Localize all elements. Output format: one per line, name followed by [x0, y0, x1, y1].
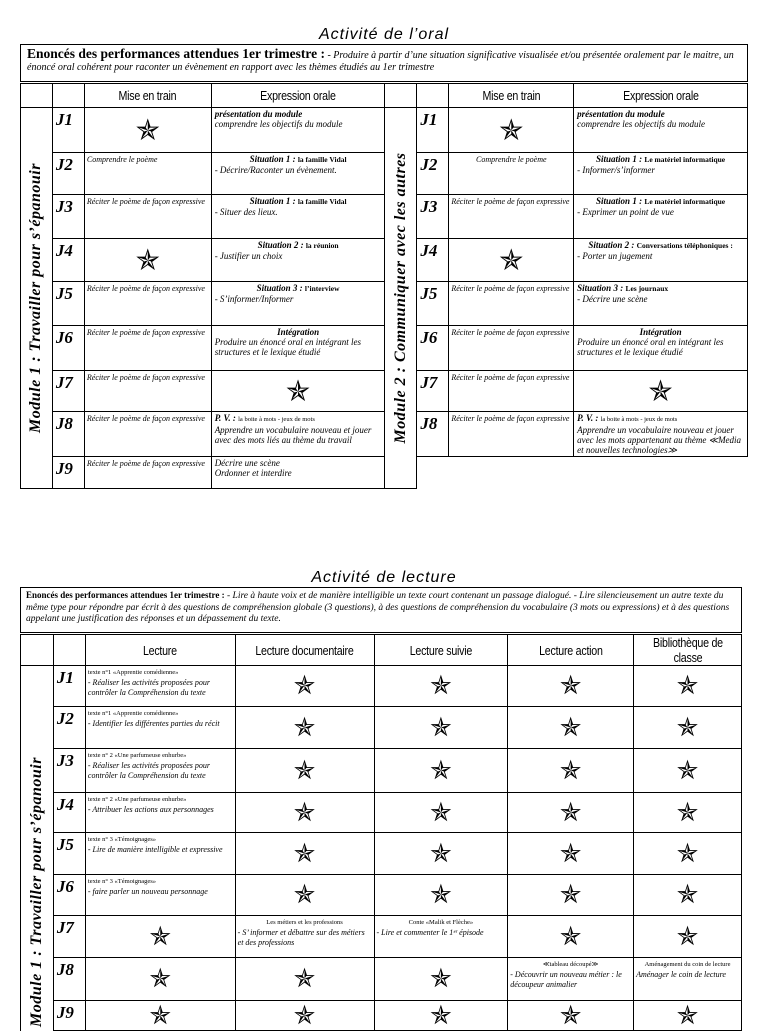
star-icon: ✯ — [429, 712, 452, 743]
oral-right-mise-cell — [449, 195, 574, 239]
lecture-biblio-cell — [634, 958, 742, 1001]
oral-hd-expr-left: Expression orale — [227, 84, 370, 108]
oral-hd-mise-left: Mise en train — [96, 84, 200, 108]
oral-right-expr-text: Produire un énoncé oral en intégrant les structures et le lexique étudié — [577, 337, 724, 357]
oral-right-day: J2 — [417, 153, 449, 195]
oral-module2-label: Module 2 : Communiquer avec les autres — [391, 152, 409, 444]
oral-right-mise-cell — [449, 371, 574, 412]
oral-right-expr-text: comprendre les objectifs du module — [577, 119, 705, 129]
star-icon: ✯ — [293, 1000, 316, 1031]
oral-left-expr-subtitle: la boite à mots - jeux de mots — [238, 416, 315, 423]
oral-left-expr-title: P. V. : — [214, 413, 236, 423]
oral-left-expr-title: Situation 2 : — [257, 240, 304, 250]
lecture-action-cell — [508, 916, 634, 958]
lecture-doc-cell — [235, 1001, 374, 1031]
oral-left-day: J7 — [52, 371, 84, 412]
oral-right-mise-text: Réciter le poème de façon expressive — [451, 414, 570, 423]
lecture-doc-heading: Les métiers et les professions — [266, 919, 343, 926]
lecture-day: J6 — [53, 875, 85, 916]
oral-right-expr-title: P. V. : — [577, 413, 599, 423]
lecture-perf-text: - Lire à haute voix et de manière intelligible un texte court contenant un passage dialogué. - Lire silencieusement un autre texte du même type pour répondre par écrit à des questions de compréhension globale (3 questions), à des questions de compréhension du vocabulaire (3 mots ou expressions) et à des questions appelant une justification des réponses et un dépassement du texte. — [26, 591, 730, 624]
lecture-row — [21, 958, 742, 1001]
lecture-perf-label: Enoncés des performances attendues 1er trimestre : — [26, 590, 225, 600]
oral-left-expr-cell — [211, 457, 385, 489]
oral-right-expr-title: Situation 2 : — [588, 240, 635, 250]
lecture-biblio-cell — [634, 707, 742, 749]
oral-left-mise-cell — [84, 195, 211, 239]
lecture-action-cell — [508, 666, 634, 707]
oral-left-mise-text: Réciter le poème de façon expressive — [86, 459, 205, 468]
oral-table — [20, 83, 748, 489]
oral-left-expr-cell — [211, 412, 385, 457]
lecture-day: J1 — [53, 666, 85, 707]
oral-hd-expr-right: Expression orale — [589, 84, 732, 108]
lecture-biblio-text: Aménager le coin de lecture — [636, 970, 726, 979]
oral-right-day: J7 — [417, 371, 449, 412]
lecture-suivie-cell — [374, 875, 508, 916]
oral-left-mise-cell — [84, 108, 211, 153]
oral-left-mise-cell — [84, 239, 211, 282]
oral-right-day: J1 — [417, 108, 449, 153]
star-icon: ✯ — [429, 797, 452, 828]
oral-left-expr-cell — [211, 153, 385, 195]
lecture-action-cell — [508, 833, 634, 875]
oral-right-expr-text: - Porter un jugement — [577, 251, 653, 261]
lect-hd-lecture: Lecture — [99, 635, 222, 666]
oral-left-expr-subtitle: la famille Vidal — [297, 197, 347, 206]
oral-hd-blank-l1 — [21, 84, 53, 108]
oral-hd-blank-r1 — [385, 84, 417, 108]
lecture-suivie-cell — [374, 1001, 508, 1031]
oral-left-expr-subtitle: la réunion — [305, 241, 339, 250]
oral-right-expr-cell — [574, 412, 748, 457]
oral-left-expr-subtitle: l’interview — [304, 284, 340, 293]
oral-right-expr-subtitle: la boite à mots - jeux de mots — [600, 416, 678, 423]
lecture-doc-cell — [235, 833, 374, 875]
oral-right-expr-cell — [574, 371, 748, 412]
star-icon: ✯ — [559, 880, 582, 910]
oral-right-expr-text: - Exprimer un point de vue — [577, 207, 674, 217]
star-icon: ✯ — [559, 921, 582, 952]
oral-right-expr-cell — [574, 153, 748, 195]
star-icon: ✯ — [676, 838, 699, 869]
star-icon: ✯ — [499, 242, 524, 277]
oral-left-mise-cell — [84, 412, 211, 457]
oral-left-expr-cell — [211, 282, 385, 326]
lecture-suivie-cell — [374, 958, 508, 1001]
lecture-day: J3 — [53, 749, 85, 793]
oral-right-expr-subtitle: Le matériel informatique — [644, 197, 726, 206]
star-icon: ✯ — [676, 921, 699, 952]
lecture-suivie-cell — [374, 749, 508, 793]
oral-left-mise-cell — [84, 326, 211, 371]
lecture-suivie-cell — [374, 793, 508, 833]
lecture-day: J7 — [53, 916, 85, 958]
lecture-doc-cell — [235, 749, 374, 793]
lecture-action-text: - Découvrir un nouveau métier : le découpeur animalier — [510, 970, 622, 989]
oral-left-mise-cell — [84, 282, 211, 326]
lecture-lecture-cell — [85, 833, 235, 875]
oral-left-day: J6 — [52, 326, 84, 371]
star-icon: ✯ — [135, 112, 160, 147]
oral-left-mise-text: Réciter le poème de façon expressive — [86, 284, 205, 293]
star-icon: ✯ — [293, 671, 316, 701]
oral-right-expr-subtitle: Le matériel informatique — [644, 155, 726, 164]
lecture-lecture-text: - Identifier les différentes parties du récit — [87, 719, 220, 728]
star-icon: ✯ — [676, 671, 699, 701]
oral-left-expr-text: - S’informer/Informer — [214, 294, 294, 304]
oral-right-expr-title: Situation 1 : — [596, 154, 643, 164]
oral-hd-mise-right: Mise en train — [460, 84, 562, 108]
lecture-table — [20, 634, 742, 1031]
oral-left-day: J5 — [52, 282, 84, 326]
oral-perf-text: - Produire à partir d’une situation significative visualisée et/ou présentée oralement par le maitre, un énoncé oral cohérent pour raconter un évènement en rapport avec les thèmes étudiés au 1er trimestre — [27, 50, 734, 73]
star-icon: ✯ — [429, 1000, 452, 1031]
lecture-biblio-cell — [634, 666, 742, 707]
star-icon: ✯ — [559, 838, 582, 869]
oral-left-expr-cell — [211, 326, 385, 371]
oral-left-expr-title: présentation du module — [214, 109, 303, 119]
star-icon: ✯ — [499, 112, 524, 147]
oral-right-day: J3 — [417, 195, 449, 239]
lecture-row — [21, 749, 742, 793]
star-icon: ✯ — [429, 838, 452, 869]
oral-left-expr-cell — [211, 371, 385, 412]
oral-perf-label: Enoncés des performances attendues 1er trimestre : — [27, 46, 325, 61]
lecture-lecture-heading: texte n° 2 «Une parfumeuse enhurbe» — [87, 752, 187, 759]
star-icon: ✯ — [429, 671, 452, 701]
oral-left-expr-text: Produire un énoncé oral en intégrant les structures et le lexique étudié — [214, 337, 361, 357]
lecture-action-cell — [508, 749, 634, 793]
lecture-lecture-cell — [85, 749, 235, 793]
oral-performance-box — [20, 44, 748, 82]
oral-left-mise-text: Réciter le poème de façon expressive — [86, 197, 205, 206]
lecture-biblio-cell — [634, 833, 742, 875]
oral-right-mise-text: Réciter le poème de façon expressive — [451, 328, 570, 337]
star-icon: ✯ — [149, 921, 172, 952]
oral-left-expr-cell — [211, 239, 385, 282]
lecture-lecture-cell — [85, 707, 235, 749]
oral-left-day: J8 — [52, 412, 84, 457]
lecture-suivie-cell — [374, 666, 508, 707]
lecture-biblio-cell — [634, 875, 742, 916]
oral-left-day: J1 — [52, 108, 84, 153]
oral-right-mise-cell — [449, 282, 574, 326]
oral-right-expr-text: - Informer/s’informer — [577, 165, 655, 175]
star-icon: ✯ — [293, 880, 316, 910]
lecture-doc-text: - S’ informer et débattre sur des métiers et des professions — [237, 928, 365, 947]
oral-left-day: J4 — [52, 239, 84, 282]
oral-right-mise-cell — [449, 239, 574, 282]
lecture-biblio-cell — [634, 793, 742, 833]
oral-right-expr-cell — [574, 108, 748, 153]
lecture-row — [21, 833, 742, 875]
lecture-action-cell — [508, 707, 634, 749]
lecture-module1-cell — [21, 666, 54, 1031]
oral-module2-cell — [385, 108, 417, 489]
lecture-action-cell — [508, 1001, 634, 1031]
lecture-doc-cell — [235, 793, 374, 833]
lecture-lecture-text: - Réaliser les activités proposées pour contrôler la Compréhension du texte — [87, 761, 211, 780]
oral-left-expr-title: Situation 1 : — [249, 196, 296, 206]
lecture-doc-cell — [235, 707, 374, 749]
oral-right-expr-title: Intégration — [639, 327, 682, 337]
star-icon: ✯ — [676, 1000, 699, 1031]
lecture-row — [21, 916, 742, 958]
lecture-suivie-text: - Lire et commenter le 1ᵉʳ épisode — [376, 928, 484, 937]
oral-right-expr-cell — [574, 195, 748, 239]
lecture-lecture-heading: texte n°1 «Apprentie comédienne» — [87, 710, 179, 717]
oral-right-expr-text: - Décrire une scène — [577, 294, 648, 304]
lecture-lecture-text: - Réaliser les activités proposées pour contrôler la Compréhension du texte — [87, 678, 211, 697]
lecture-day: J4 — [53, 793, 85, 833]
lect-hd-blank-1 — [21, 635, 54, 666]
lecture-performance-box — [20, 587, 742, 633]
oral-title: Activité de l’oral — [318, 26, 450, 43]
oral-left-mise-text: Comprendre le poème — [86, 155, 158, 164]
star-icon: ✯ — [559, 797, 582, 828]
star-icon: ✯ — [293, 755, 316, 786]
oral-right-expr-text: Apprendre un vocabulaire nouveau et jouer avec les mots appartenant au thème ≪Media et nouvelles technologies≫ — [577, 425, 742, 455]
lecture-biblio-heading: Aménagement du coin de lecture — [644, 961, 731, 968]
oral-left-day: J2 — [52, 153, 84, 195]
oral-left-expr-text: - Décrire/Raconter un évènement. — [214, 165, 337, 175]
oral-right-expr-subtitle: Les journaux — [625, 284, 669, 293]
lecture-module1-label: Module 1 : Travailler pour s’épanouir — [27, 757, 45, 1027]
lecture-doc-cell — [235, 875, 374, 916]
lecture-day: J8 — [53, 958, 85, 1001]
lecture-row — [21, 1001, 742, 1031]
lecture-lecture-text: - Lire de manière intelligible et expressive — [87, 845, 223, 854]
lecture-doc-cell — [235, 916, 374, 958]
oral-left-expr-text: comprendre les objectifs du module — [214, 119, 343, 129]
oral-left-expr-text: - Situer des lieux. — [214, 207, 278, 217]
oral-right-expr-subtitle: Conversations téléphoniques : — [636, 241, 733, 250]
star-icon: ✯ — [676, 712, 699, 743]
oral-left-expr-title: Situation 3 : — [256, 283, 303, 293]
oral-right-mise-cell — [449, 108, 574, 153]
lecture-lecture-text: - Attribuer les actions aux personnages — [87, 805, 214, 814]
lecture-day: J5 — [53, 833, 85, 875]
lecture-action-cell — [508, 793, 634, 833]
oral-left-expr-title: Situation 1 : — [249, 154, 296, 164]
lecture-day: J2 — [53, 707, 85, 749]
lecture-lecture-cell — [85, 958, 235, 1001]
lecture-day: J9 — [53, 1001, 85, 1031]
lecture-row — [21, 793, 742, 833]
lecture-lecture-heading: texte n° 3 «Témoignages» — [87, 878, 157, 885]
lect-hd-action: Lecture action — [519, 635, 622, 666]
star-icon: ✯ — [676, 880, 699, 910]
lecture-suivie-cell — [374, 916, 508, 958]
star-icon: ✯ — [293, 797, 316, 828]
lecture-biblio-cell — [634, 916, 742, 958]
oral-right-day: J8 — [417, 412, 449, 457]
oral-right-empty — [417, 457, 748, 489]
oral-right-expr-cell — [574, 239, 748, 282]
oral-left-expr-subtitle: la famille Vidal — [297, 155, 347, 164]
lecture-action-heading: ≪tableau découpé≫ — [542, 961, 599, 968]
oral-right-mise-text: Réciter le poème de façon expressive — [451, 373, 570, 382]
oral-module1-cell — [21, 108, 53, 489]
lecture-action-cell — [508, 958, 634, 1001]
lecture-lecture-cell — [85, 793, 235, 833]
lecture-suivie-cell — [374, 833, 508, 875]
lect-hd-documentaire: Lecture documentaire — [248, 635, 362, 666]
star-icon: ✯ — [429, 880, 452, 910]
oral-row — [21, 108, 748, 153]
star-icon: ✯ — [285, 373, 311, 408]
star-icon: ✯ — [676, 797, 699, 828]
lecture-biblio-cell — [634, 1001, 742, 1031]
star-icon: ✯ — [559, 671, 582, 701]
star-icon: ✯ — [559, 755, 582, 786]
oral-hd-blank-r2 — [417, 84, 449, 108]
oral-module1-label: Module 1 : Travailler pour s’épanouir — [27, 163, 45, 433]
lect-hd-biblio: Bibliothèque de classe — [643, 635, 732, 666]
lecture-lecture-heading: texte n° 2 «Une parfumeuse enhurbe» — [87, 796, 187, 803]
star-icon: ✯ — [429, 964, 452, 994]
oral-left-expr-text: - Justifier un choix — [214, 251, 283, 261]
star-icon: ✯ — [149, 964, 172, 994]
star-icon: ✯ — [135, 242, 160, 277]
oral-right-expr-title: Situation 1 : — [596, 196, 643, 206]
lecture-lecture-heading: texte n°1 «Apprentie comédienne» — [87, 669, 179, 676]
oral-right-expr-cell — [574, 326, 748, 371]
oral-left-expr-text: Décrire une scène Ordonner et interdire — [214, 458, 292, 478]
oral-right-mise-cell — [449, 153, 574, 195]
oral-left-mise-text: Réciter le poème de façon expressive — [86, 328, 205, 337]
oral-right-day: J4 — [417, 239, 449, 282]
lecture-row — [21, 666, 742, 707]
oral-right-mise-text: Réciter le poème de façon expressive — [451, 197, 570, 206]
lecture-title: Activité de lecture — [311, 569, 457, 586]
oral-right-expr-cell — [574, 282, 748, 326]
lect-hd-suivie: Lecture suivie — [386, 635, 496, 666]
oral-left-day: J9 — [52, 457, 84, 489]
oral-left-mise-cell — [84, 153, 211, 195]
star-icon: ✯ — [676, 755, 699, 786]
oral-left-mise-text: Réciter le poème de façon expressive — [86, 414, 205, 423]
lecture-row — [21, 875, 742, 916]
lecture-suivie-heading: Conte «Malik et Flèche» — [408, 919, 474, 926]
star-icon: ✯ — [559, 712, 582, 743]
oral-right-day: J6 — [417, 326, 449, 371]
lecture-lecture-heading: texte n° 3 «Témoignages» — [87, 836, 157, 843]
oral-left-expr-text: Apprendre un vocabulaire nouveau et jouer avec des mots liés au thème du travail — [214, 425, 372, 445]
lecture-biblio-cell — [634, 749, 742, 793]
star-icon: ✯ — [293, 964, 316, 994]
oral-left-expr-title: Intégration — [277, 327, 320, 337]
lecture-action-cell — [508, 875, 634, 916]
lecture-suivie-cell — [374, 707, 508, 749]
oral-right-expr-title: Situation 3 : — [577, 283, 624, 293]
oral-left-mise-text: Réciter le poème de façon expressive — [86, 373, 205, 382]
lecture-lecture-cell — [85, 875, 235, 916]
lecture-doc-cell — [235, 666, 374, 707]
oral-left-mise-cell — [84, 371, 211, 412]
star-icon: ✯ — [648, 373, 673, 408]
oral-right-mise-cell — [449, 412, 574, 457]
oral-left-expr-cell — [211, 108, 385, 153]
oral-right-mise-text: Réciter le poème de façon expressive — [451, 284, 570, 293]
star-icon: ✯ — [293, 838, 316, 869]
star-icon: ✯ — [293, 712, 316, 743]
oral-right-expr-title: présentation du module — [577, 109, 665, 119]
lecture-lecture-cell — [85, 666, 235, 707]
star-icon: ✯ — [429, 755, 452, 786]
oral-right-day: J5 — [417, 282, 449, 326]
lecture-lecture-text: - faire parler un nouveau personnage — [87, 887, 208, 896]
oral-left-expr-cell — [211, 195, 385, 239]
star-icon: ✯ — [559, 1000, 582, 1031]
oral-left-mise-cell — [84, 457, 211, 489]
lecture-doc-cell — [235, 958, 374, 1001]
lecture-row — [21, 707, 742, 749]
lecture-lecture-cell — [85, 1001, 235, 1031]
oral-left-day: J3 — [52, 195, 84, 239]
lecture-lecture-cell — [85, 916, 235, 958]
oral-right-mise-cell — [449, 326, 574, 371]
oral-right-mise-text: Comprendre le poème — [476, 155, 547, 164]
oral-hd-blank-l2 — [52, 84, 84, 108]
lect-hd-blank-2 — [53, 635, 85, 666]
star-icon: ✯ — [149, 1000, 172, 1031]
